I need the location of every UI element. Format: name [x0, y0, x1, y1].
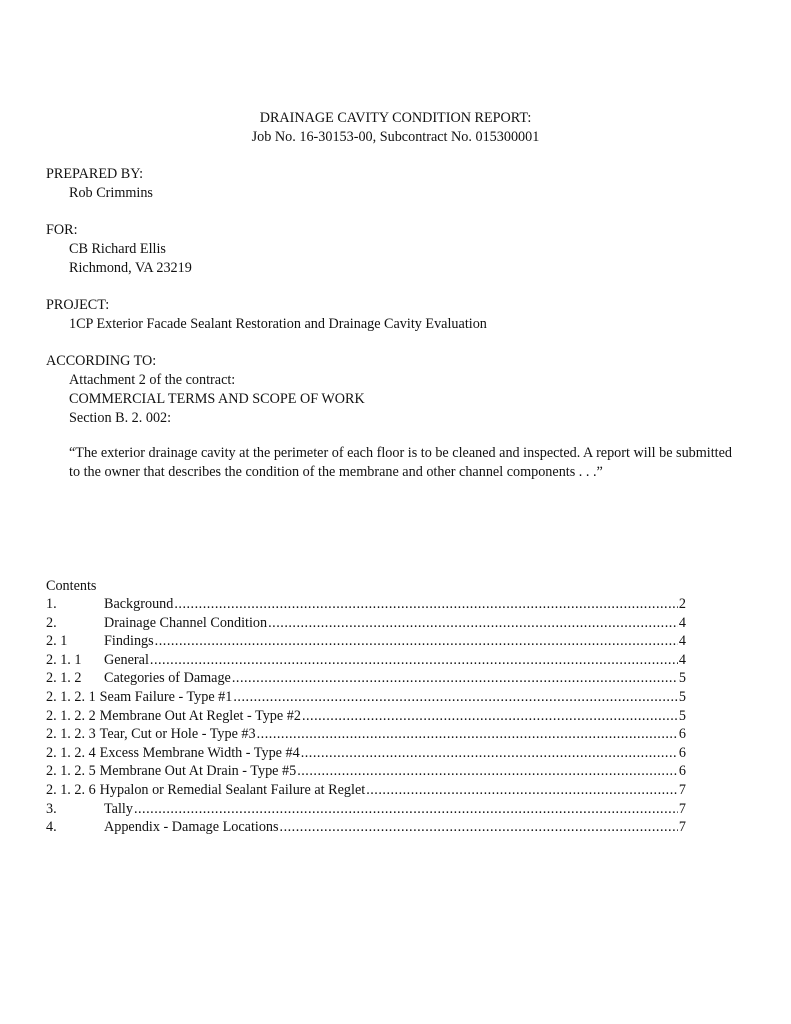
project-label: PROJECT:	[46, 297, 110, 313]
toc-dot-leader	[150, 651, 678, 670]
toc-entry-page: 6	[678, 726, 686, 743]
report-subtitle: Job No. 16-30153-00, Subcontract No. 015300001	[251, 129, 540, 145]
toc-entry-title: Hypalon or Remedial Sealant Failure at Reglet	[99, 781, 366, 798]
toc-entry-page: 7	[678, 800, 686, 817]
toc-dot-leader	[366, 781, 678, 800]
toc-entry-page: 5	[678, 670, 686, 687]
toc-entry[interactable]	[46, 669, 686, 688]
toc-entry-number: 2. 1. 2. 2	[46, 707, 96, 724]
contract-attachment: Attachment 2 of the contract:	[69, 372, 236, 388]
toc-entry-number: 3.	[46, 800, 57, 817]
contract-terms: COMMERCIAL TERMS AND SCOPE OF WORK	[69, 391, 365, 407]
toc-entry-title: Appendix - Damage Locations	[104, 819, 279, 836]
for-label: FOR:	[46, 222, 78, 238]
contents-heading: Contents	[46, 578, 97, 594]
toc-dot-leader	[174, 595, 678, 614]
toc-entry-number: 2. 1	[46, 633, 68, 650]
toc-entry[interactable]	[46, 725, 686, 744]
toc-entry[interactable]	[46, 688, 686, 707]
scope-quote: “The exterior drainage cavity at the perimeter of each floor is to be cleaned and inspected. A report will be submitted to the owner that describes the condition of the membrane and other channel components . . .”	[69, 445, 733, 480]
toc-entry-title: Tally	[104, 800, 133, 817]
toc-dot-leader	[257, 725, 678, 744]
toc-entry[interactable]	[46, 818, 686, 837]
toc-dot-leader	[297, 762, 678, 781]
toc-dot-leader	[301, 744, 678, 763]
toc-entry-number: 2.	[46, 614, 57, 631]
table-of-contents	[46, 595, 686, 837]
toc-entry-number: 2. 1. 2. 1	[46, 688, 96, 705]
toc-entry-title: Drainage Channel Condition	[104, 614, 268, 631]
toc-entry[interactable]	[46, 595, 686, 614]
toc-dot-leader	[155, 632, 678, 651]
client-name: CB Richard Ellis	[69, 241, 166, 257]
toc-entry-number: 2. 1. 2. 5	[46, 763, 96, 780]
according-to-label: ACCORDING TO:	[46, 353, 157, 369]
toc-entry-title: General	[104, 651, 149, 668]
toc-entry-title: Categories of Damage	[104, 670, 231, 687]
toc-entry[interactable]	[46, 744, 686, 763]
client-address: Richmond, VA 23219	[69, 260, 192, 276]
toc-entry-page: 2	[678, 596, 686, 612]
toc-entry-page: 6	[678, 744, 686, 761]
toc-entry-number: 2. 1. 2	[46, 670, 82, 687]
toc-dot-leader	[302, 707, 678, 726]
toc-entry-page: 7	[678, 781, 686, 798]
toc-entry[interactable]	[46, 707, 686, 726]
toc-entry-title: Excess Membrane Width - Type #4	[99, 744, 300, 761]
toc-entry-number: 2. 1. 1	[46, 651, 82, 668]
toc-entry[interactable]	[46, 781, 686, 800]
toc-entry-title: Findings	[104, 633, 154, 650]
toc-entry-number: 2. 1. 2. 6	[46, 781, 96, 798]
toc-entry-title: Seam Failure - Type #1	[99, 688, 233, 705]
toc-entry-title: Membrane Out At Drain - Type #5	[99, 763, 297, 780]
report-title: DRAINAGE CAVITY CONDITION REPORT:	[259, 110, 532, 126]
project-name: 1CP Exterior Facade Sealant Restoration and Drainage Cavity Evaluation	[69, 316, 487, 332]
prepared-by-name: Rob Crimmins	[69, 185, 153, 201]
toc-entry-title: Background	[104, 596, 174, 612]
toc-dot-leader	[134, 800, 678, 819]
prepared-by-label: PREPARED BY:	[46, 166, 144, 182]
toc-entry-page: 5	[678, 688, 686, 705]
toc-entry-page: 4	[678, 614, 686, 631]
toc-entry-title: Membrane Out At Reglet - Type #2	[99, 707, 301, 724]
toc-entry[interactable]	[46, 762, 686, 781]
toc-dot-leader	[233, 688, 678, 707]
toc-entry-number: 2. 1. 2. 3	[46, 726, 96, 743]
toc-entry[interactable]	[46, 651, 686, 670]
toc-entry-number: 1.	[46, 596, 57, 612]
toc-entry-page: 4	[678, 633, 686, 650]
toc-entry-number: 4.	[46, 819, 57, 836]
toc-entry-page: 5	[678, 707, 686, 724]
toc-entry[interactable]	[46, 800, 686, 819]
toc-dot-leader	[268, 614, 678, 633]
toc-entry-page: 6	[678, 763, 686, 780]
toc-dot-leader	[280, 818, 678, 837]
toc-entry-title: Tear, Cut or Hole - Type #3	[99, 726, 256, 743]
toc-entry-page: 4	[678, 651, 686, 668]
contract-section: Section B. 2. 002:	[69, 410, 172, 426]
toc-dot-leader	[232, 669, 678, 688]
toc-entry[interactable]	[46, 614, 686, 633]
toc-entry-number: 2. 1. 2. 4	[46, 744, 96, 761]
toc-entry[interactable]	[46, 632, 686, 651]
toc-entry-page: 7	[678, 819, 686, 836]
